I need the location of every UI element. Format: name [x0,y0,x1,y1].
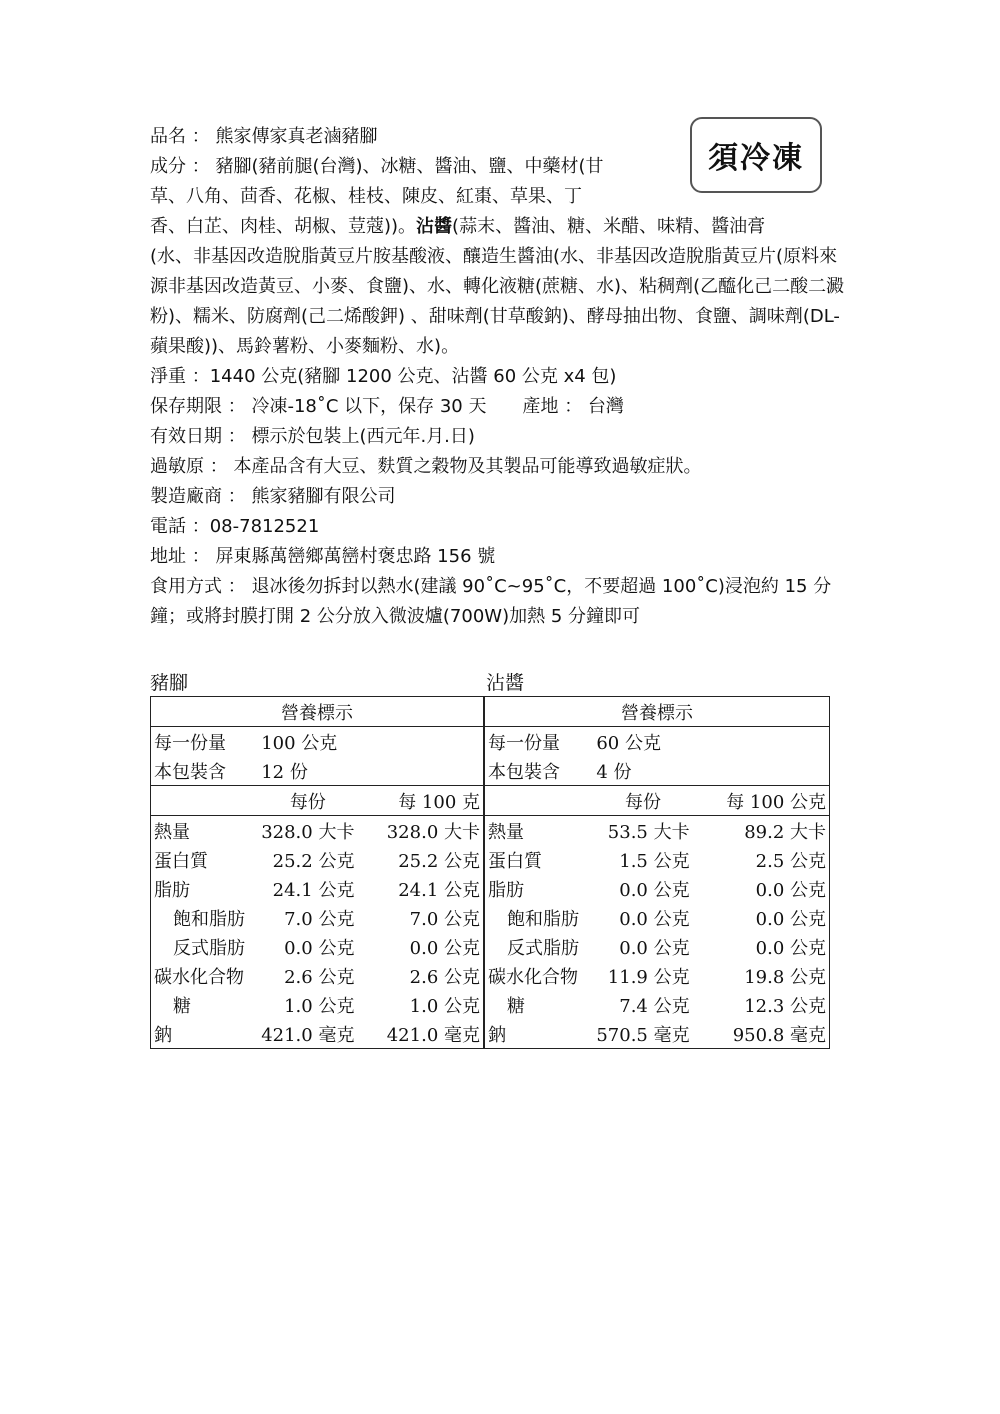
pork-label: 豬腳 [150,672,189,694]
nutrition-title: 營養標示 [151,697,484,727]
frozen-stamp: 須冷凍 [690,117,822,193]
serving-value: 60 公克 [596,732,661,754]
table-row: 熱量 328.0 大卡 328.0 大卡 [154,821,480,843]
ingredients-line-2: 草、八角、茴香、花椒、桂枝、陳皮、紅棗、草果、丁 [150,186,582,207]
allergen: 過敏原 ： 本產品含有大豆、麩質之穀物及其製品可能導致過敏症狀。 [150,456,702,477]
pork-nutrition-table [150,696,484,1049]
product-info [150,122,850,632]
serving-label: 每一份量 [488,732,560,754]
table-row: 蛋白質 1.5 公克 2.5 公克 [488,850,826,872]
ingredients-text: 香、白芷、肉桂、胡椒、荳蔻))。 [150,216,417,237]
phone: 電話 ：08-7812521 [150,516,320,537]
pack-label: 本包裝含 [151,756,259,786]
col-per-serving: 每份 [258,786,357,816]
table-row: 熱量 53.5 大卡 89.2 大卡 [488,821,826,843]
table-row: 碳水化合物 2.6 公克 2.6 公克 [154,966,480,988]
pack-value: 12 份 [258,756,483,786]
ingredients-line-3 [150,212,850,242]
pack-value: 4 份 [593,756,829,786]
origin: 產地 ： 台灣 [522,396,624,417]
shelf-life: 保存期限 ： 冷凍-18˚C 以下，保存 30 天 [150,396,487,417]
ingredients-line-1: 成分 ： 豬腳(豬前腿(台灣)、冰糖、醬油、鹽、中藥材(甘 [150,156,604,177]
table-row: 糖 1.0 公克 1.0 公克 [173,995,480,1017]
table-row: 蛋白質 25.2 公克 25.2 公克 [154,850,480,872]
table-row: 脂肪 24.1 公克 24.1 公克 [154,879,480,901]
net-weight: 淨重 ：1440 公克(豬腳 1200 公克、沾醬 60 公克 x4 包) [150,366,617,387]
sauce-label: 沾醬 [486,672,525,694]
expiry-date: 有效日期 ： 標示於包裝上(西元年.月.日) [150,426,475,447]
table-row: 飽和脂肪 0.0 公克 0.0 公克 [507,908,826,930]
shelf-life-row [150,392,850,422]
serving-value: 100 公克 [261,732,338,754]
table-row: 飽和脂肪 7.0 公克 7.0 公克 [173,908,480,930]
manufacturer: 製造廠商 ： 熊家豬腳有限公司 [150,486,396,507]
table-row: 脂肪 0.0 公克 0.0 公克 [488,879,826,901]
sauce-nutrition-table [484,696,830,1049]
table-row: 鈉 570.5 毫克 950.8 毫克 [488,1024,826,1046]
nutrition-title: 營養標示 [485,697,830,727]
usage-instructions: 食用方式 ： 退冰後勿拆封以熱水(建議 90˚C~95˚C，不要超過 100˚C)浸泡約 15 分鐘；或將封膜打開 2 公分放入微波爐(700W)加熱 5 分鐘即可 [150,576,832,627]
product-name: 品名 ： 熊家傳家真老滷豬腳 [150,126,378,147]
table-row: 反式脂肪 0.0 公克 0.0 公克 [173,937,480,959]
table-row: 反式脂肪 0.0 公克 0.0 公克 [507,937,826,959]
col-per-100: 每 100 公克 [693,786,830,816]
pack-label: 本包裝含 [485,756,594,786]
sauce-heading: 沾醬 [416,216,453,237]
col-per-serving: 每份 [593,786,692,816]
serving-label: 每一份量 [154,732,226,754]
table-row: 碳水化合物 11.9 公克 19.8 公克 [488,966,826,988]
address: 地址 ： 屏東縣萬巒鄉萬巒村褒忠路 156 號 [150,546,496,567]
col-per-100: 每 100 克 [357,786,483,816]
table-row: 鈉 421.0 毫克 421.0 毫克 [154,1024,480,1046]
table-row: 糖 7.4 公克 12.3 公克 [507,995,826,1017]
sauce-ingredients-text: (蒜末、醬油、糖、米醋、味精、醬油膏 [452,216,766,237]
sauce-ingredients: (水、非基因改造脫脂黃豆片胺基酸液、釀造生醬油(水、非基因改造脫脂黃豆片(原料來源非基因改造黃豆、小麥、食鹽)、水、轉化液糖(蔗糖、水)、粘稠劑(乙醯化己二酸二澱粉)、糯米、防腐劑(己二烯酸鉀) 、甜味劑(甘草酸鈉)、酵母抽出物、食鹽、調味劑(DL-蘋果酸))、馬鈴薯粉、小麥麵粉、水)。 [150,246,845,357]
